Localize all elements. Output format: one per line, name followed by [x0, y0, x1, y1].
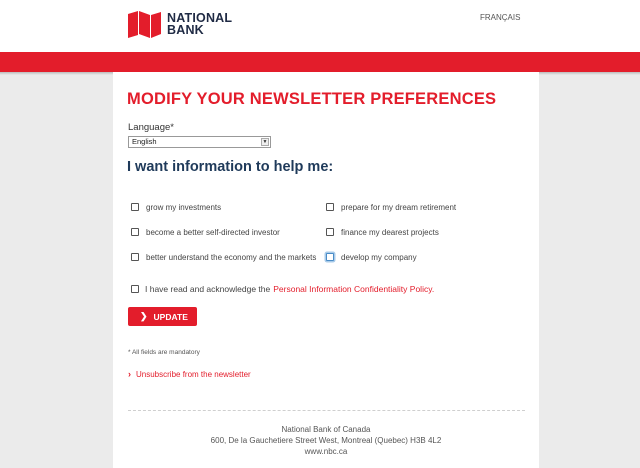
checkbox[interactable]: [131, 253, 139, 261]
policy-acknowledgement[interactable]: [131, 283, 434, 295]
option-label: become a better self-directed investor: [146, 227, 280, 237]
national-bank-logo[interactable]: [128, 10, 232, 38]
logo-line-2: BANK: [167, 23, 204, 37]
footer-address: 600, De la Gauchetiere Street West, Montreal (Quebec) H3B 4L2: [210, 436, 442, 445]
language-select-value: English: [132, 137, 157, 146]
option-label: better understand the economy and the markets: [146, 252, 317, 262]
update-button-label: UPDATE: [153, 311, 188, 322]
checkbox[interactable]: [326, 203, 334, 211]
option-understand-economy[interactable]: [131, 251, 316, 263]
policy-text: I have read and acknowledge the: [145, 284, 271, 294]
option-label: prepare for my dream retirement: [341, 202, 457, 212]
top-header: [0, 0, 640, 52]
national-bank-logo-icon: [128, 11, 161, 38]
option-label: finance my dearest projects: [341, 227, 439, 237]
logo-line-1: NATIONAL: [167, 11, 233, 25]
checkbox[interactable]: [131, 228, 139, 236]
option-label: grow my investments: [146, 202, 222, 212]
footer-website[interactable]: www.nbc.ca: [304, 447, 348, 456]
footer-bank-name: National Bank of Canada: [281, 425, 371, 434]
checkbox[interactable]: [326, 228, 334, 236]
content-panel: [113, 72, 539, 468]
checkbox[interactable]: [131, 203, 139, 211]
policy-link[interactable]: Personal Information Confidentiality Policy.: [273, 284, 435, 294]
option-develop-company[interactable]: [326, 251, 417, 263]
option-self-directed-investor[interactable]: [131, 226, 280, 238]
chevron-right-icon: ❯: [140, 311, 148, 321]
unsubscribe-label: Unsubscribe from the newsletter: [136, 369, 251, 379]
logo-text: [167, 12, 232, 36]
option-grow-investments[interactable]: [131, 201, 221, 213]
section-subtitle: I want information to help me:: [127, 159, 334, 175]
option-label: develop my company: [341, 252, 417, 262]
page-title: MODIFY YOUR NEWSLETTER PREFERENCES: [127, 90, 497, 108]
checkbox[interactable]: [326, 253, 334, 261]
chevron-right-icon: ›: [128, 369, 131, 379]
footer-divider: [128, 410, 525, 411]
language-label: Language*: [128, 122, 174, 133]
option-dream-retirement[interactable]: [326, 201, 456, 213]
red-banner: [0, 52, 640, 72]
unsubscribe-link[interactable]: [128, 369, 251, 379]
update-button[interactable]: [128, 307, 197, 326]
mandatory-note: * All fields are mandatory: [128, 349, 200, 356]
language-select[interactable]: [128, 136, 271, 148]
language-switch-link[interactable]: FRANÇAIS: [480, 13, 521, 22]
chevron-down-icon: ▼: [262, 139, 268, 145]
option-finance-projects[interactable]: [326, 226, 439, 238]
policy-checkbox[interactable]: [131, 285, 139, 293]
